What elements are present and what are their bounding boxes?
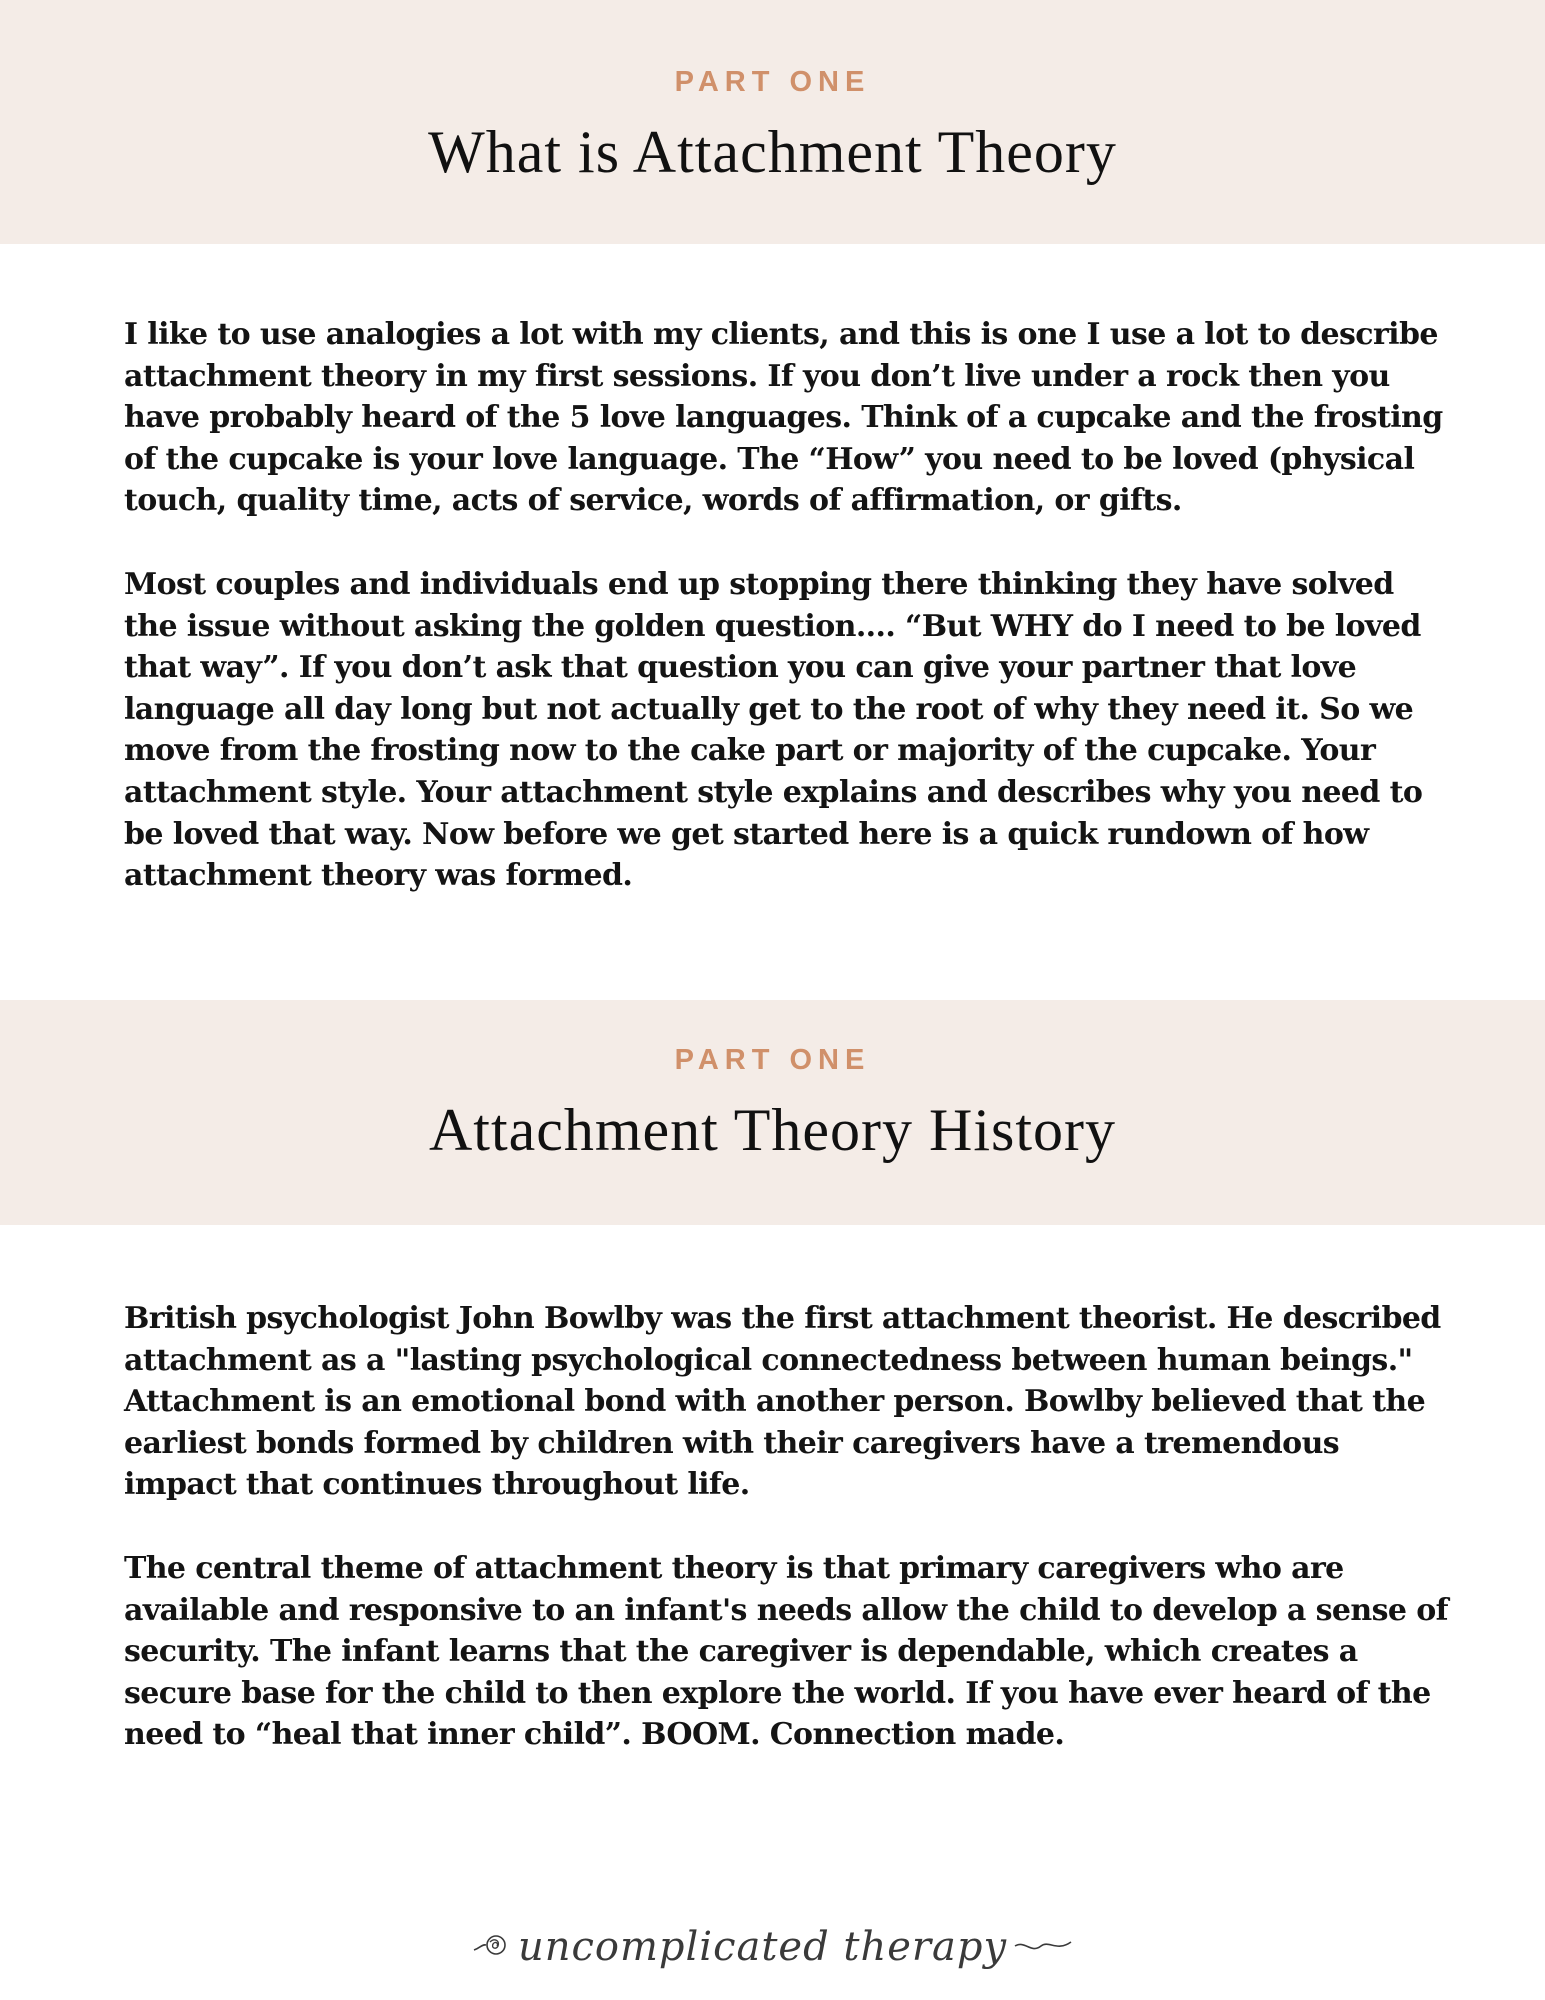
body-paragraph: Most couples and individuals end up stopping there thinking they have solved the issue without asking the golden question.... “But WHY do I need to be loved that way”. If you don’t ask that question you can give your partner that love language all day long but not actually get to the root of why they need it. So we move from the frosting now to the cake part or majority of the cupcake. Your attachment style. Your attachment style explains and describes why you need to be loved that way. Now before we get started here is a quick rundown of how attachment theory was formed.: [124, 567, 1423, 894]
signature-text: uncomplicated therapy: [517, 1924, 1008, 1970]
body-paragraph: The central theme of attachment theory is that primary caregivers who are available and responsive to an infant's needs allow the child to develop a sense of security. The infant learns that the caregiver is dependable, which creates a secure base for the child to then explore the world. If you have ever heard of the need to “heal that inner child”. BOOM. Connection made.: [124, 1551, 1448, 1753]
footer-signature: [0, 1924, 1545, 1984]
part-label: PART ONE: [674, 1044, 871, 1076]
section-title: What is Attachment Theory: [428, 119, 1117, 185]
signature-flourish-icon: [1013, 1930, 1073, 1965]
flower-doodle-icon: [472, 1928, 512, 1967]
body-paragraph: British psychologist John Bowlby was the first attachment theorist. He described attachment as a "lasting psychological connectedness between human beings." Attachment is an emotional bond with another person. Bowlby believed that the earliest bonds formed by children with their caregivers have a tremendous impact that continues throughout life.: [124, 1301, 1441, 1503]
part-label: PART ONE: [674, 66, 871, 98]
body-paragraph: I like to use analogies a lot with my clients, and this is one I use a lot to describe attachment theory in my first sessions. If you don’t live under a rock then you have probably heard of the 5 love languages. Think of a cupcake and the frosting of the cupcake is your love language. The “How” you need to be loved (physical touch, quality time, acts of service, words of affirmation, or gifts.: [124, 317, 1443, 519]
section-title: Attachment Theory History: [428, 1097, 1117, 1163]
section-header-what-is-attachment-theory: [0, 0, 1545, 244]
section-header-attachment-theory-history: [0, 1000, 1545, 1225]
